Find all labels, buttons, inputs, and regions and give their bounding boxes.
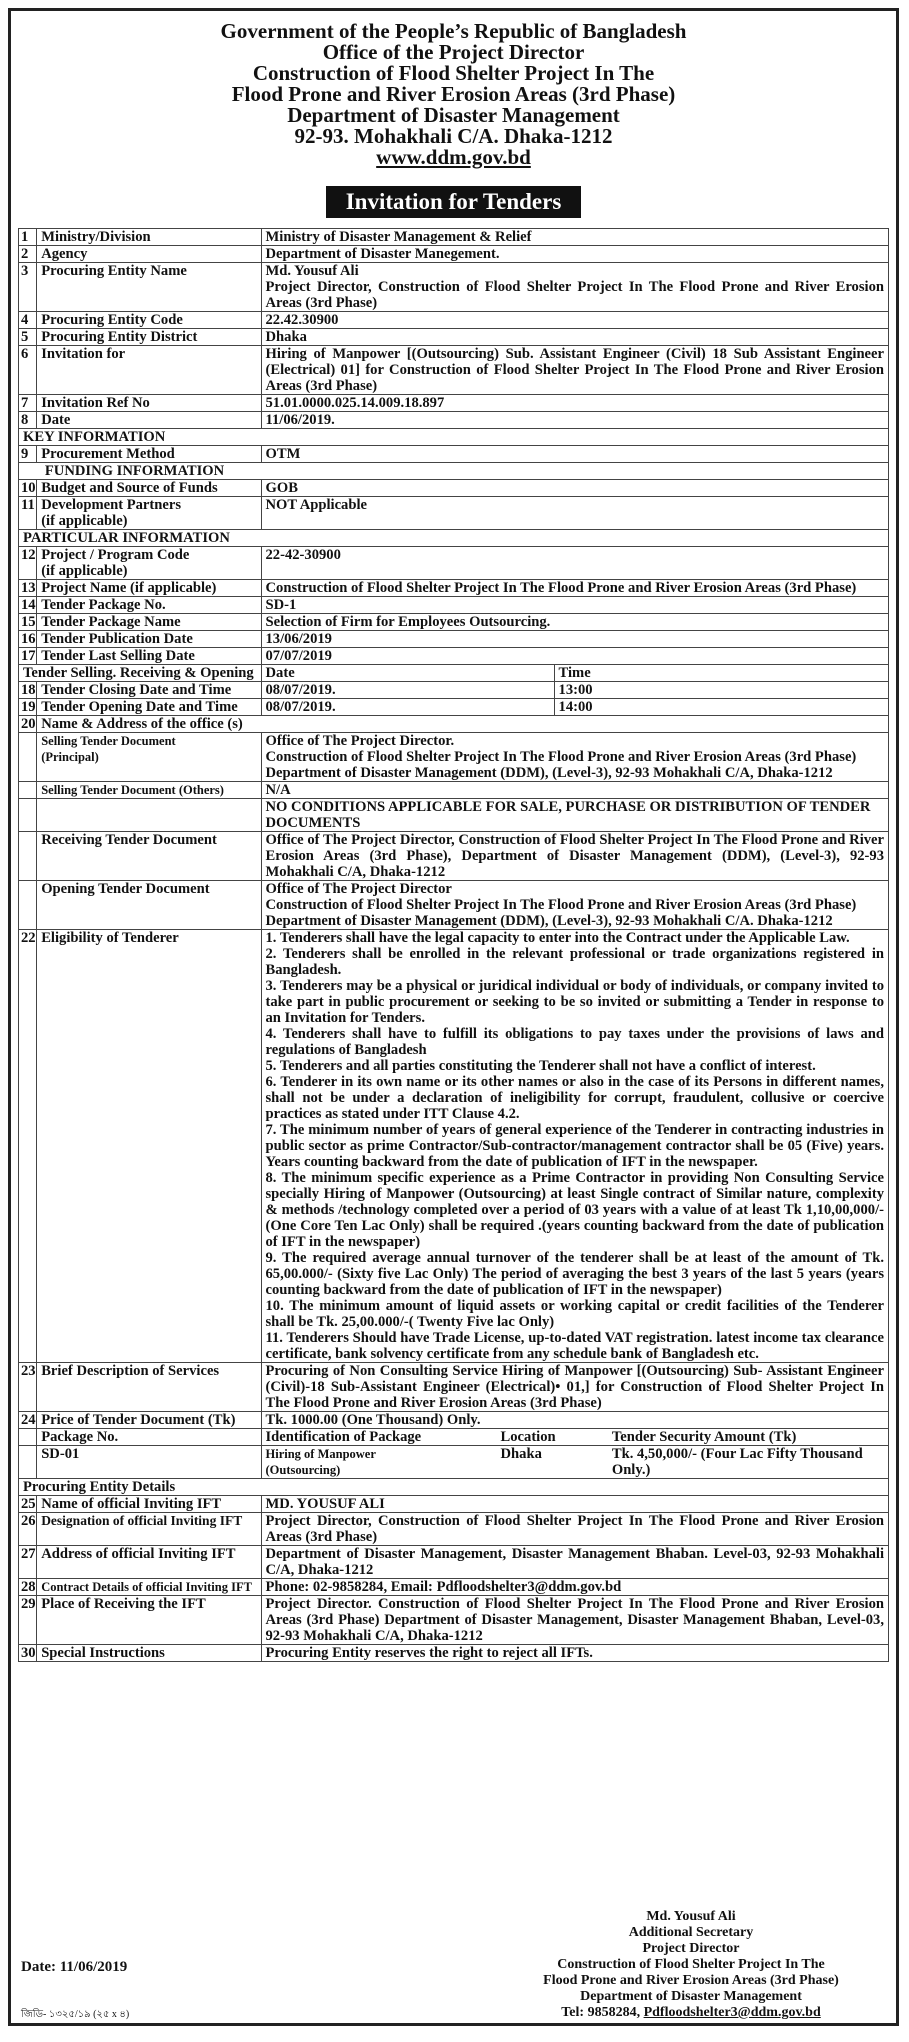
header-line-1: Government of the People’s Republic of Bangladesh	[220, 19, 687, 43]
package-cell: Dhaka	[500, 1446, 542, 1462]
package-no: SD-01	[37, 1446, 261, 1479]
row-value: Dhaka	[261, 329, 889, 346]
table-row	[19, 1645, 889, 1662]
table-row	[19, 733, 889, 782]
row-number: 4	[19, 312, 37, 329]
eligibility-item: 5. Tenderers and all parties constituting the Tenderer shall not have a conflict of interest.	[265, 1058, 816, 1074]
section-title: KEY INFORMATION	[19, 429, 889, 446]
table-row	[19, 263, 889, 312]
section-header	[19, 1479, 889, 1496]
header-line-5: Department of Disaster Management	[287, 103, 620, 127]
row-value: 51.01.0000.025.14.009.18.897	[261, 395, 889, 412]
section-title: PARTICULAR INFORMATION	[19, 530, 889, 547]
table-row	[19, 1596, 889, 1645]
row-value: Tk. 1000.00 (One Thousand) Only.	[261, 1412, 889, 1429]
package-cell: Hiring of Manpower (Outsourcing)	[265, 1447, 376, 1477]
table-row	[19, 346, 889, 395]
header-line-4: Flood Prone and River Erosion Areas (3rd Phase)	[231, 82, 676, 106]
package-cell: Tk. 4,50,000/- (Four Lac Fifty Thousand Only.)	[611, 1446, 863, 1478]
table-row	[19, 782, 889, 799]
row-value: N/A	[261, 782, 889, 799]
row-number	[19, 1429, 37, 1446]
eligibility-item: 7. The minimum number of years of general experience of the Tenderer in contracting industries in public sector as prime Contractor/Sub-contractor/management contractor shall be 05 (Five) years. Years counting backward from the date of publication of IFT in the newspaper.	[265, 1122, 884, 1170]
table-row	[19, 1513, 889, 1546]
row-number: 24	[19, 1412, 37, 1429]
row-time: 13:00	[554, 682, 888, 699]
row-label: Budget and Source of Funds	[37, 480, 261, 497]
header-line-6: 92-93. Mohakhali C/A. Dhaka-1212	[294, 124, 613, 148]
table-row	[19, 614, 889, 631]
section-title: Procuring Entity Details	[19, 1479, 889, 1496]
row-number: 15	[19, 614, 37, 631]
table-row	[19, 648, 889, 665]
table-row	[19, 246, 889, 263]
row-number: 30	[19, 1645, 37, 1662]
row-number: 14	[19, 597, 37, 614]
row-label: Name of official Inviting IFT	[37, 1496, 261, 1513]
table-row	[19, 1579, 889, 1596]
row-label: Designation of official Inviting IFT	[37, 1513, 261, 1546]
row-label: Agency	[37, 246, 261, 263]
row-value: Office of The Project Director. Construction of Flood Shelter Project In The Flood Prone and River Erosion Areas (3rd Phase) Department of Disaster Management (DDM), (Level-3), 92-93 Mohakhali C/A, Dhaka-1212	[261, 733, 889, 782]
table-row	[19, 1496, 889, 1513]
row-label: Procurement Method	[37, 446, 261, 463]
row-number: 13	[19, 580, 37, 597]
row-number	[19, 799, 37, 832]
row-label: Selling Tender Document (Others)	[37, 782, 261, 799]
table-row	[19, 229, 889, 246]
row-value: Ministry of Disaster Management & Relief	[261, 229, 889, 246]
row-value: Hiring of Manpower [(Outsourcing) Sub. Assistant Engineer (Civil) 18 Sub Assistant Engineer (Electrical) 01] for Construction of Flood Shelter Project In The Flood Prone and River Erosion Areas (3rd Phase)	[261, 346, 889, 395]
package-row	[19, 1446, 889, 1479]
row-label: Project / Program Code (if applicable)	[37, 547, 261, 580]
notice-header	[11, 11, 896, 168]
row-value: Construction of Flood Shelter Project In The Flood Prone and River Erosion Areas (3rd Phase)	[261, 580, 889, 597]
row-value: SD-1	[261, 597, 889, 614]
row-value: GOB	[261, 480, 889, 497]
table-row	[19, 446, 889, 463]
row-value: NOT Applicable	[261, 497, 889, 530]
signatory-email[interactable]: Pdfloodshelter3@ddm.gov.bd	[643, 2005, 821, 2020]
package-col-header: Identification of Package	[265, 1429, 422, 1445]
row-value: OTM	[261, 446, 889, 463]
table-row	[19, 682, 889, 699]
signatory-title-2: Project Director	[642, 1941, 740, 1956]
no-conditions-note: NO CONDITIONS APPLICABLE FOR SALE, PURCHASE OR DISTRIBUTION OF TENDER DOCUMENTS	[261, 799, 889, 832]
row-label: Tender Last Selling Date	[37, 648, 261, 665]
package-inner-headers	[261, 1429, 889, 1446]
row-label: Brief Description of Services	[37, 1363, 261, 1412]
row-value: 11/06/2019.	[261, 412, 889, 429]
row-label: Address of official Inviting IFT	[37, 1546, 261, 1579]
row-value: Procuring of Non Consulting Service Hiring of Manpower [(Outsourcing) Sub- Assistant Engineer (Civil)-18 Sub-Assistant Engineer (Electrical)• 01,] for Construction of Flood Shelter Project In The Flood Prone and River Erosion Areas (3rd Phase)	[261, 1363, 889, 1412]
row-number	[19, 1446, 37, 1479]
table-row	[19, 497, 889, 530]
eligibility-item: 6. Tenderer in its own name or its other names or also in the case of its Persons in different names, shall not be under a declaration of ineligibility for corrupt, fraudulent, collusive or coercive practices as stated under ITT Clause 4.2.	[265, 1074, 884, 1122]
row-number: 28	[19, 1579, 37, 1596]
row-label: Place of Receiving the IFT	[37, 1596, 261, 1645]
row-label: Eligibility of Tenderer	[37, 930, 261, 1363]
row-number: 8	[19, 412, 37, 429]
package-inner-values	[261, 1446, 889, 1479]
row-number	[19, 782, 37, 799]
header-line-2: Office of the Project Director	[322, 40, 585, 64]
row-number: 7	[19, 395, 37, 412]
row-number: 23	[19, 1363, 37, 1412]
date-header: Date	[261, 665, 554, 682]
section-header	[19, 429, 889, 446]
row-label: Special Instructions	[37, 1645, 261, 1662]
row-number: 20	[19, 716, 37, 733]
row-label: Contract Details of official Inviting IFT	[37, 1579, 261, 1596]
row-number: 25	[19, 1496, 37, 1513]
selling-header-row	[19, 665, 889, 682]
row-label: Selling Tender Document (Principal)	[37, 733, 261, 782]
package-col-header: Tender Security Amount (Tk)	[611, 1429, 797, 1445]
signatory-title-1: Additional Secretary	[628, 1925, 754, 1940]
signatory-name: Md. Yousuf Ali	[646, 1909, 736, 1924]
row-number: 5	[19, 329, 37, 346]
row-label: Name & Address of the office (s)	[37, 716, 889, 733]
row-value: 22.42.30900	[261, 312, 889, 329]
row-number	[19, 881, 37, 930]
tender-table	[18, 228, 889, 1662]
eligibility-item: 1. Tenderers shall have the legal capacity to enter into the Contract under the Applicable Law.	[265, 930, 850, 946]
row-value: 07/07/2019	[261, 648, 889, 665]
row-label: Tender Closing Date and Time	[37, 682, 261, 699]
row-value: Department of Disaster Management, Disaster Management Bhaban. Level-03, 92-93 Mohakhali C/A, Dhaka-1212	[261, 1546, 889, 1579]
table-row	[19, 395, 889, 412]
row-number: 29	[19, 1596, 37, 1645]
signatory-title-5: Department of Disaster Management	[580, 1989, 802, 2004]
table-row	[19, 480, 889, 497]
row-number: 6	[19, 346, 37, 395]
signature-block	[526, 1909, 856, 2021]
row-value: Project Director. Construction of Flood Shelter Project In The Flood Prone and River Erosion Areas (3rd Phase) Department of Disaster Management, Disaster Management Bhaban, Level-03, 92-93 Mohakhali C/A, Dhaka-1212	[261, 1596, 889, 1645]
time-header: Time	[554, 665, 888, 682]
table-row	[19, 699, 889, 716]
eligibility-item: 2. Tenderers shall be enrolled in the relevant professional or trade organizations registered in Bangladesh.	[265, 946, 884, 978]
eligibility-item: 8. The minimum specific experience as a Prime Contractor in providing Non Consulting Service specially Hiring of Manpower (Outsourcing) at least Single contract of Similar nature, complexity & methods /technology completed over a period of 03 years with a value of at least Tk 1,10,00,000/- (One Core Ten Lac Only) shall be required .(years counting backward from the date of publication of IFT in the newspaper)	[265, 1170, 884, 1250]
tender-notice-page	[8, 8, 899, 2026]
row-label: Date	[37, 412, 261, 429]
row-label: Receiving Tender Document	[37, 832, 261, 881]
row-label: Invitation for	[37, 346, 261, 395]
invitation-banner: Invitation for Tenders	[326, 186, 581, 218]
row-label: Procuring Entity District	[37, 329, 261, 346]
signatory-title-3: Construction of Flood Shelter Project In The	[557, 1957, 825, 1972]
header-line-3: Construction of Flood Shelter Project In The	[252, 61, 655, 85]
row-number: 22	[19, 930, 37, 1363]
row-value: Office of The Project Director, Construction of Flood Shelter Project In The Flood Prone and River Erosion Areas (3rd Phase), Department of Disaster Management (DDM), (Level-3), 92-93 Mohakhali C/A, Dhaka-1212	[261, 832, 889, 881]
row-number: 19	[19, 699, 37, 716]
row-date: 08/07/2019.	[261, 682, 554, 699]
footer-date: Date: 11/06/2019	[21, 1959, 128, 1975]
table-row	[19, 312, 889, 329]
website-link[interactable]: www.ddm.gov.bd	[376, 145, 531, 169]
row-value: Project Director, Construction of Flood Shelter Project In The Flood Prone and River Erosion Areas (3rd Phase)	[261, 1513, 889, 1546]
eligibility-list	[261, 930, 889, 1363]
table-row	[19, 547, 889, 580]
row-number: 16	[19, 631, 37, 648]
section-title: FUNDING INFORMATION	[19, 463, 889, 480]
row-value: 22-42-30900	[261, 547, 889, 580]
row-value: Office of The Project Director Construction of Flood Shelter Project In The Flood Prone and River Erosion Areas (3rd Phase) Department of Disaster Management (DDM), (Level-3), 92-93 Mohakhali C/A. Dhaka-1212	[261, 881, 889, 930]
row-label: Procuring Entity Code	[37, 312, 261, 329]
section-header	[19, 463, 889, 480]
row-label: Procuring Entity Name	[37, 263, 261, 312]
table-row	[19, 1412, 889, 1429]
row-label: Price of Tender Document (Tk)	[37, 1412, 261, 1429]
table-row	[19, 580, 889, 597]
table-row	[19, 412, 889, 429]
table-row	[19, 881, 889, 930]
eligibility-item: 3. Tenderers may be a physical or juridical individual or body of individuals, or company invited to take part in public procurement or seeking to be so invited or submitting a Tender in response to an Invitation for Tenders.	[265, 978, 884, 1026]
row-date: 08/07/2019.	[261, 699, 554, 716]
row-label: Opening Tender Document	[37, 881, 261, 930]
eligibility-item: 4. Tenderers shall have to fulfill its obligations to pay taxes under the provisions of laws and regulations of Bangladesh	[265, 1026, 884, 1058]
row-label: Development Partners (if applicable)	[37, 497, 261, 530]
row-label: Tender Package Name	[37, 614, 261, 631]
table-row	[19, 329, 889, 346]
row-value: Phone: 02-9858284, Email: Pdfloodshelter3@ddm.gov.bd	[261, 1579, 889, 1596]
section-header	[19, 530, 889, 547]
row-label	[37, 799, 261, 832]
package-col-header: Package No.	[37, 1429, 261, 1446]
row-label: Ministry/Division	[37, 229, 261, 246]
row-value: 13/06/2019	[261, 631, 889, 648]
table-row	[19, 716, 889, 733]
row-value: Md. Yousuf Ali Project Director, Construction of Flood Shelter Project In The Flood Prone and River Erosion Areas (3rd Phase)	[261, 263, 889, 312]
row-value: Selection of Firm for Employees Outsourcing.	[261, 614, 889, 631]
package-col-header: Location	[500, 1429, 556, 1445]
row-number: 2	[19, 246, 37, 263]
table-row	[19, 631, 889, 648]
table-row	[19, 1546, 889, 1579]
row-number: 11	[19, 497, 37, 530]
row-label: Tender Opening Date and Time	[37, 699, 261, 716]
row-label: Tender Package No.	[37, 597, 261, 614]
selling-header-label: Tender Selling. Receiving & Opening	[19, 665, 262, 682]
row-number: 3	[19, 263, 37, 312]
eligibility-item: 10. The minimum amount of liquid assets or working capital or credit facilities of the Tenderer shall be Tk. 25,00.000/-( Twenty Five lac Only)	[265, 1298, 884, 1330]
row-number	[19, 733, 37, 782]
row-number: 26	[19, 1513, 37, 1546]
row-number	[19, 832, 37, 881]
row-value: MD. YOUSUF ALI	[261, 1496, 889, 1513]
table-row	[19, 799, 889, 832]
row-number: 27	[19, 1546, 37, 1579]
table-row	[19, 832, 889, 881]
signatory-tel: Tel: 9858284,	[561, 2005, 641, 2020]
row-number: 18	[19, 682, 37, 699]
table-row	[19, 1363, 889, 1412]
row-time: 14:00	[554, 699, 888, 716]
row-label: Project Name (if applicable)	[37, 580, 261, 597]
row-number: 9	[19, 446, 37, 463]
table-row	[19, 930, 889, 1363]
row-label: Tender Publication Date	[37, 631, 261, 648]
row-value: Procuring Entity reserves the right to reject all IFTs.	[261, 1645, 889, 1662]
package-header-row	[19, 1429, 889, 1446]
row-number: 1	[19, 229, 37, 246]
row-value: Department of Disaster Manegement.	[261, 246, 889, 263]
row-number: 17	[19, 648, 37, 665]
publication-code: জিডি- ১৩২৫/১৯ (২৫ x ৪)	[21, 2009, 130, 2020]
signatory-title-4: Flood Prone and River Erosion Areas (3rd Phase)	[543, 1973, 839, 1988]
row-label: Invitation Ref No	[37, 395, 261, 412]
eligibility-item: 9. The required average annual turnover of the tenderer shall be at least of the amount of Tk. 65,00.000/- (Sixty five Lac Only) The period of averaging the best 3 years of the last 5 years (years counting backward from the date of publication of IFT in the newspaper)	[265, 1250, 884, 1298]
signatory-contact	[526, 2005, 856, 2021]
table-row	[19, 597, 889, 614]
row-number: 10	[19, 480, 37, 497]
row-number: 12	[19, 547, 37, 580]
notice-footer	[11, 1903, 896, 2023]
eligibility-item: 11. Tenderers Should have Trade License, up-to-dated VAT registration. latest income tax clearance certificate, bank solvency certificate from any schedule bank of Bangladesh etc.	[265, 1330, 884, 1362]
